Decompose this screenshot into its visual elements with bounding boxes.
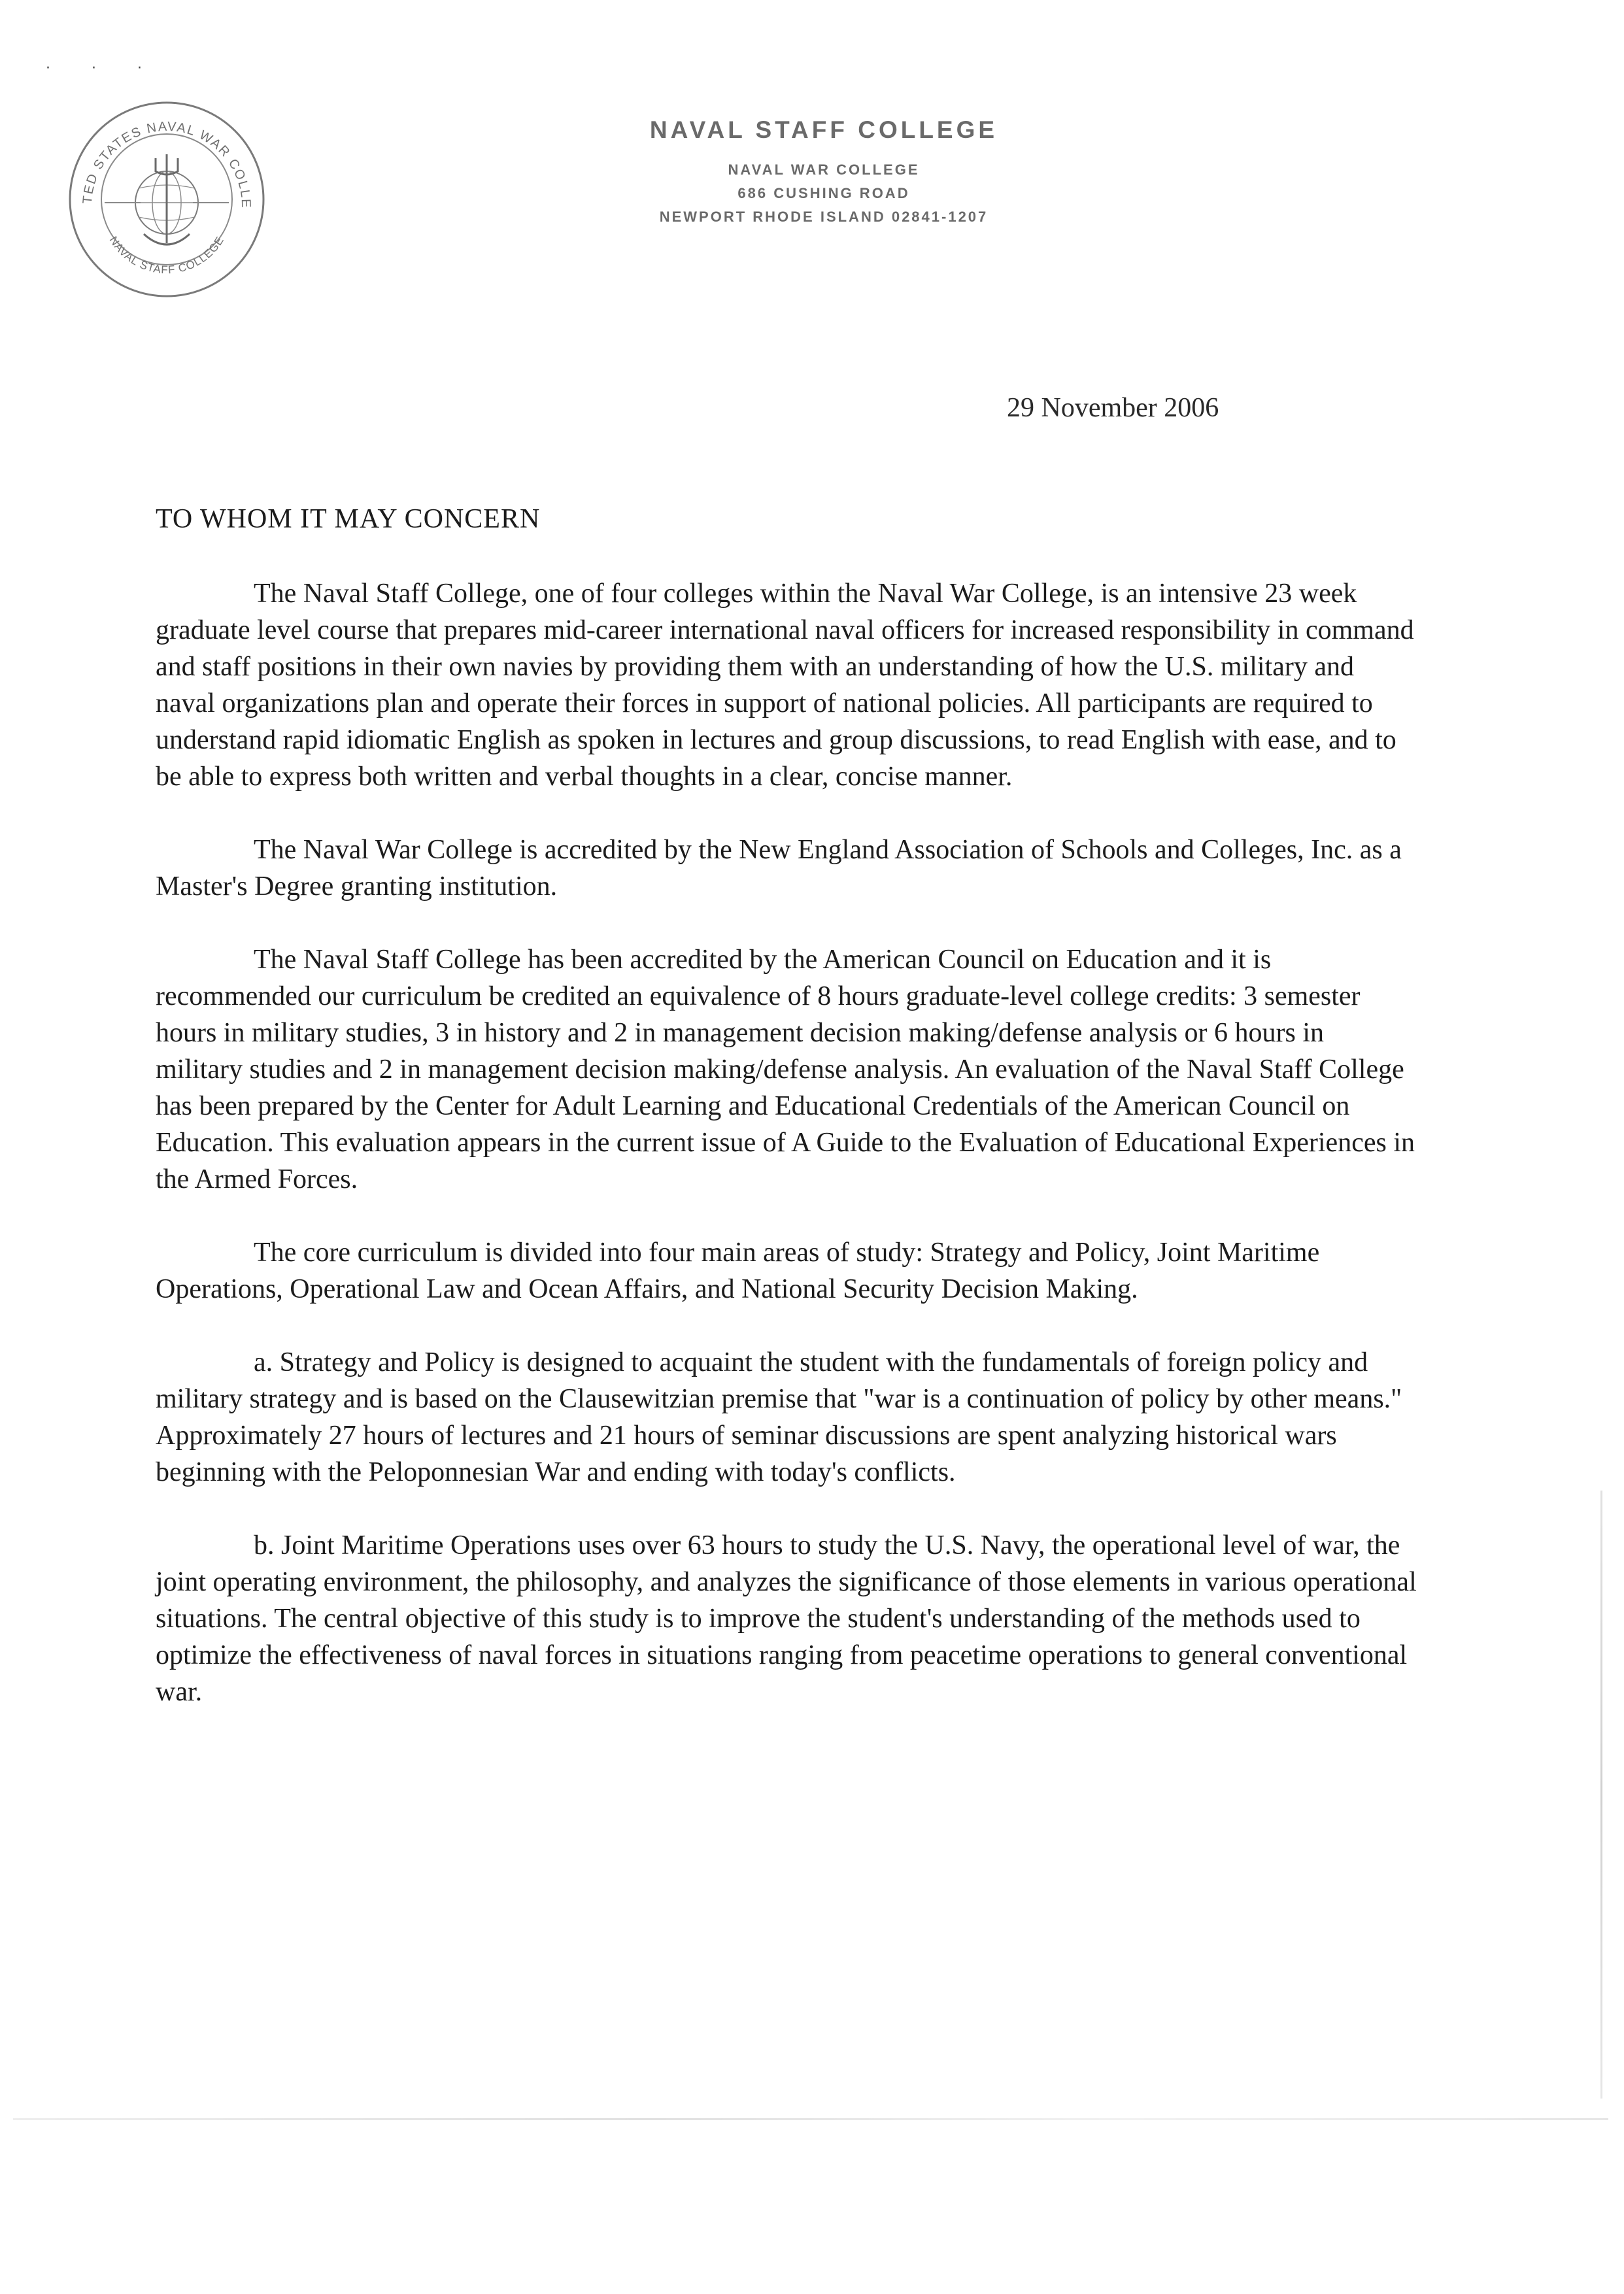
letterhead (497, 116, 1151, 229)
naval-staff-college-seal-icon (65, 98, 268, 301)
letter-body (156, 575, 1417, 1747)
svg-text:UNITED STATES NAVAL WAR COLLEG: TED STATES NAVAL WAR COLLE (80, 119, 254, 209)
salutation: TO WHOM IT MAY CONCERN (156, 504, 541, 534)
letter-date: 29 November 2006 (1007, 393, 1219, 423)
svg-text:NAVAL STAFF COLLEGE: NAVAL STAFF COLLEGE (107, 234, 227, 277)
paragraph-accreditation: The Naval War College is accredited by the New England Association of Schools and Colleges, Inc. as a Master's Degree granting institution. (156, 835, 1402, 902)
letterhead-line-3: NEWPORT RHODE ISLAND 02841-1207 (659, 209, 989, 225)
paragraph-intro: The Naval Staff College, one of four colleges within the Naval War College, is an intensive 23 week graduate level course that prepares mid-career international naval officers for increased responsibility in command and staff positions in their own navies by providing them with an understanding of how the U.S. military and naval organizations plan and operate their forces in support of national policies. All participants are required to understand rapid idiomatic English as spoken in lectures and group discussions, to read English with ease, and to be able to express both written and verbal thoughts in a clear, concise manner. (156, 579, 1414, 792)
paragraph-strategy-and-policy: a. Strategy and Policy is designed to acquaint the student with the fundamentals of foreign policy and military strategy and is based on the Clausewitzian premise that "war is a continuation of policy by other means." Approximately 27 hours of lectures and 21 hours of seminar discussions are spent analyzing historical wars beginning with the Peloponnesian War and ending with today's conflicts. (156, 1347, 1402, 1487)
scan-edge-bottom (13, 2118, 1608, 2120)
scan-edge-right (1600, 1491, 1602, 2099)
paragraph-ace-credits: The Naval Staff College has been accredited by the American Council on Education and it is recommended our curriculum be credited an equivalence of 8 hours graduate-level college credits: 3 semester hours in military studies, 3 in history and 2 in management decision making/defense analysis or 6 hours in military studies and 2 in management decision making/defense analysis. An evaluation of the Naval Staff College has been prepared by the Center for Adult Learning and Educational Credentials of the American Council on Education. This evaluation appears in the current issue of A Guide to the Evaluation of Educational Experiences in the Armed Forces. (156, 945, 1415, 1194)
paragraph-core-curriculum: The core curriculum is divided into four main areas of study: Strategy and Policy, Joint Maritime Operations, Operational Law and Ocean Affairs, and National Security Decision Making. (156, 1238, 1320, 1304)
letterhead-line-1: NAVAL WAR COLLEGE (728, 161, 920, 178)
scan-artifact-dots: · · · (46, 60, 160, 76)
paragraph-joint-maritime-operations: b. Joint Maritime Operations uses over 63 hours to study the U.S. Navy, the operational level of war, the joint operating environment, the philosophy, and analyzes the significance of those elements in various operational situations. The central objective of this study is to improve the student's understanding of the methods used to optimize the effectiveness of naval forces in situations ranging from peacetime operations to general conventional war. (156, 1530, 1417, 1707)
letterhead-line-2: 686 CUSHING ROAD (737, 185, 910, 201)
letterhead-title: NAVAL STAFF COLLEGE (649, 116, 998, 143)
